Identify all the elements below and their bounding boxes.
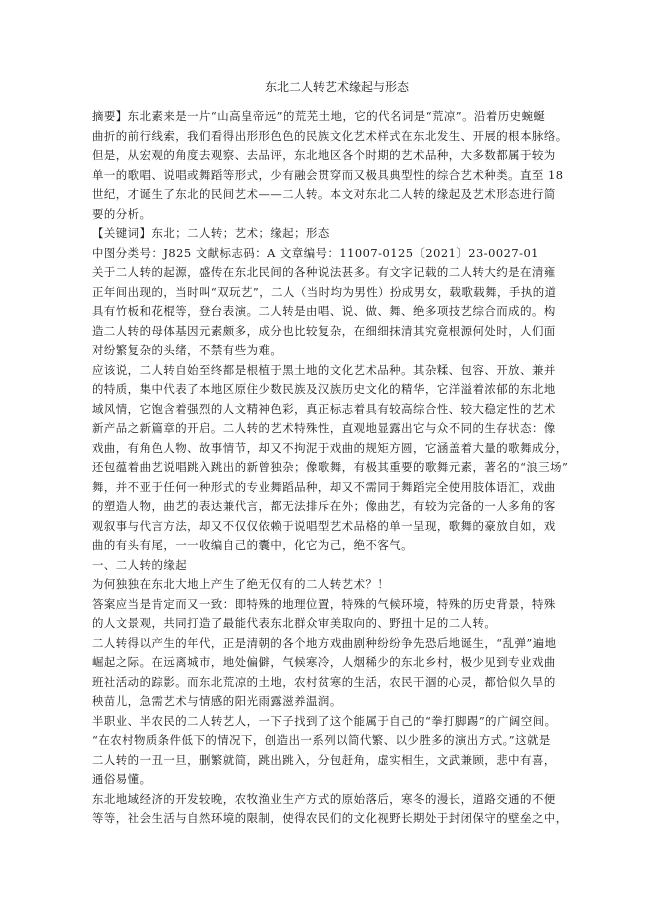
paragraph — [92, 361, 574, 556]
text-line: 等等，社会生活与自然环境的限制，使得农民们的文化视野长期处于封闭保守的壁垒之中， — [92, 811, 568, 825]
paragraph — [92, 224, 574, 263]
text-line: “在农村物质条件低下的情况下，创造出一系列以简代繁、以少胜多的演出方式。”这就是 — [92, 733, 551, 747]
text-line: 崛起之际。在远离城市，地处偏僻，气候寒冷，人烟稀少的东北乡村，极少见到专业戏曲 — [92, 655, 556, 669]
text-line: 的人文景观，共同打造了最能代表东北群众审美取向的、野扭十足的二人转。 — [92, 616, 497, 630]
text-line: 应该说，二人转自始至终都是根植于黑土地的文化艺术品种。其杂糅、包容、开放、兼并 — [92, 362, 556, 377]
paragraph — [92, 556, 574, 576]
text-line: 东北地域经济的开发较晚，农牧渔业生产方式的原始落后，寒冬的漫长，道路交通的不便 — [92, 791, 556, 806]
text-line: 二人转的一丑一旦，删繁就简，跳出跳入，分包赶角，虚实相生，文武兼顾，悲中有喜， — [92, 752, 556, 767]
paragraph — [92, 263, 574, 361]
text-line: 的特质，集中代表了本地区原住少数民族及汉族历史文化的精华，它洋溢着浓郁的东北地 — [92, 382, 556, 396]
text-line: 为何独独在东北大地上产生了绝无仅有的二人转艺术？！ — [92, 577, 390, 591]
paragraph — [92, 575, 574, 595]
text-line: 曲的有头有尾，一一收编自己的囊中，化它为己，绝不客气。 — [92, 538, 414, 552]
text-line: 秧苗儿，急需艺术与情感的阳光雨露滋养温润。 — [92, 694, 342, 708]
text-line: 二人转得以产生的年代，正是清朝的各个地方戏曲剧种纷纷争先恐后地诞生，“乱弹”遍地 — [92, 635, 557, 650]
paragraph — [92, 107, 574, 224]
text-line: 造二人转的母体基因元素颇多，成分也比较复杂，在细细抹清其究竟根源何处时，人们面 — [92, 323, 556, 338]
text-line: 班社活动的踪影。而东北荒凉的土地，农村贫寒的生活，农民干涸的心灵，都恰似久旱的 — [92, 674, 556, 689]
text-line: 对纷繁复杂的头绪，不禁有些为难。 — [92, 343, 283, 357]
text-line: 还包蕴着曲艺说唱跳入跳出的新曾独杂；像歌舞，有极其重要的歌舞元素，著名的“浪三场” — [92, 460, 569, 474]
text-line: 要的分析。 — [92, 206, 152, 221]
text-line: 摘要】东北素来是一片“山高皇帝远”的荒芜土地，它的代名词是“荒凉”。沿着历史蜿蜒 — [92, 109, 546, 123]
paragraph — [92, 712, 574, 790]
text-line: 【关键词】东北；二人转；艺术；缘起；形态 — [92, 226, 330, 240]
text-line: 半职业、半农民的二人转艺人，一下子找到了这个能属于自己的“拳打脚踢”的广阔空间。 — [92, 713, 557, 728]
text-line: 曲折的前行线索，我们看得出形形色色的民族文化艺术样式在东北发生、开展的根本脉络。 — [92, 128, 568, 143]
text-line: 新产品之新篇章的开启。二人转的艺术特殊性，直观地显露出它与众不同的生存状态：像 — [92, 421, 556, 435]
paragraph — [92, 634, 574, 712]
text-line: 世纪，才诞生了东北的民间艺术——二人转。本文对东北二人转的缘起及艺术形态进行简 — [92, 187, 556, 201]
text-line: 答案应当是肯定而又一致：即特殊的地理位置，特殊的气候环境，特殊的历史背景，特殊 — [92, 596, 556, 611]
text-line: 戏曲，有角色人物、故事情节，却又不拘泥于戏曲的规矩方圆，它涵盖着大量的歌舞成分， — [92, 440, 568, 455]
paragraph — [92, 595, 574, 634]
text-line: 的塑造人物，曲艺的表达兼代言，都无法排斥在外；像曲艺，有较为完备的一人多角的客 — [92, 499, 556, 513]
document-title: 东北二人转艺术缘起与形态 — [264, 80, 409, 94]
text-line: 观叙事与代言方法，却又不仅仅依赖于说唱型艺术品格的单一呈现，歌舞的豪放自如，戏 — [92, 518, 556, 533]
text-line: 中图分类号：J825 文献标志码：A 文章编号：11007-0125〔2021〕23-0027-01 — [92, 245, 539, 260]
text-line: 但是，从宏观的角度去观察、去品评，东北地区各个时期的艺术品种，大多数都属于较为 — [92, 148, 556, 162]
paragraph — [92, 790, 574, 829]
document-body — [92, 107, 574, 829]
text-line: 舞，并不亚于任何一种形式的专业舞蹈品种，却又不需同于舞蹈完全使用肢体语汇，戏曲 — [92, 479, 556, 494]
text-line: 正年间出现的，当时叫“双玩艺”，二人（当时均为男性）扮成男女，载歌载舞，手执的道 — [92, 284, 557, 299]
text-line: 一、二人转的缘起 — [92, 557, 188, 572]
text-line: 关于二人转的起源，盛传在东北民间的各种说法甚多。有文字记载的二人转大约是在清雍 — [92, 265, 556, 279]
text-line: 域风情，它饱含着强烈的人文精神色彩，真正标志着具有较高综合性、较大稳定性的艺术 — [92, 401, 556, 416]
text-line: 单一的歌唱、说唱或舞蹈等形式，少有融会贯穿而又极具典型性的综合艺术种类。直至 18 — [92, 167, 564, 182]
text-line: 具有竹板和花棍等，登台表演。二人转是由唱、说、做、舞、绝多项技艺综合而成的。构 — [92, 304, 556, 318]
text-line: 通俗易懂。 — [92, 772, 152, 786]
